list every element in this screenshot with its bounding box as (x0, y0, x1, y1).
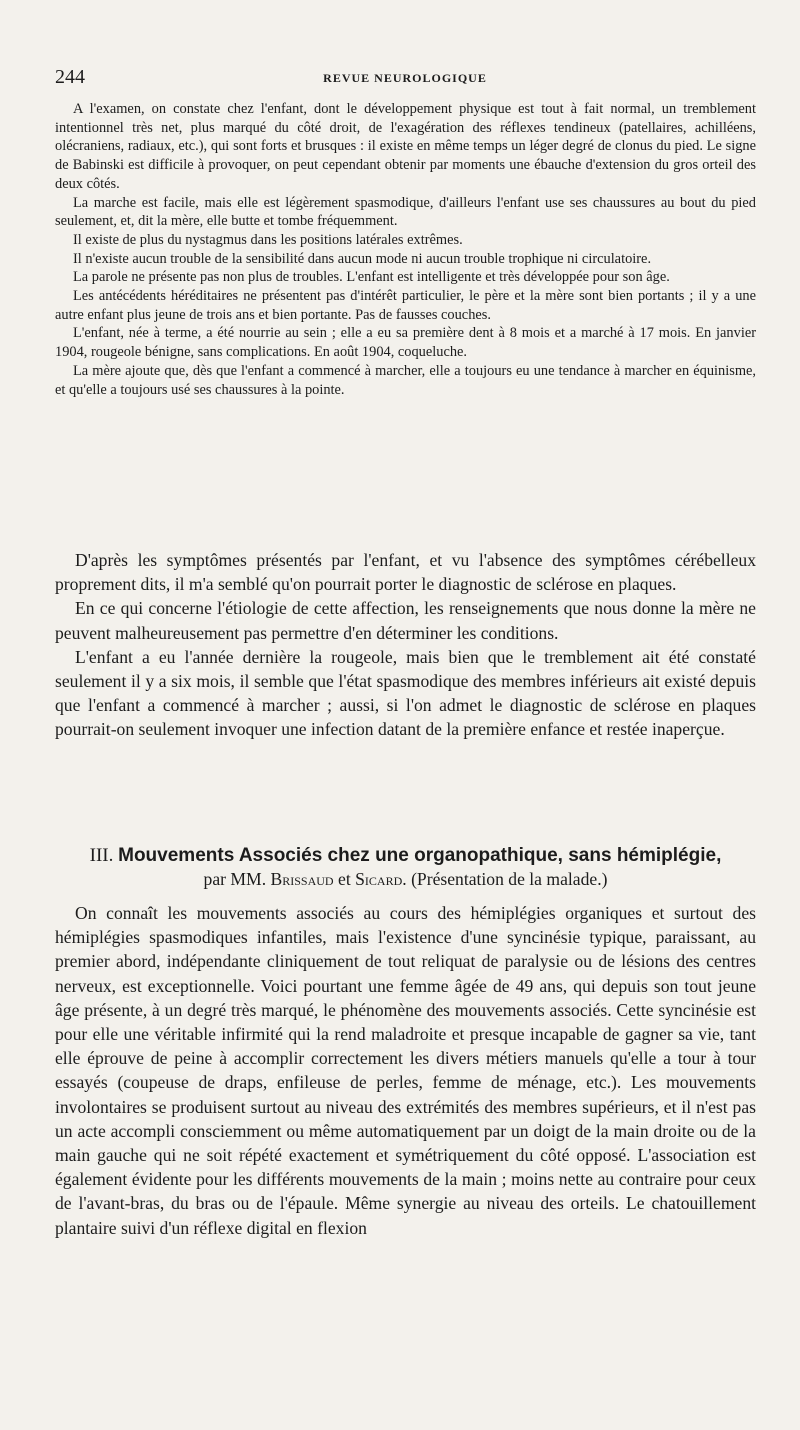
paragraph: D'après les symptômes présentés par l'enfant, et vu l'absence des symptômes cérébelleux proprement dits, il m'a semblé qu'on pourrait porter le diagnostic de sclérose en plaques. (55, 550, 756, 595)
paragraph: L'enfant a eu l'année dernière la rougeole, mais bien que le tremblement ait été constaté seulement il y a six mois, il semble que l'état spasmodique des membres inférieurs ait existé depuis que l'enfant a commencé à marcher ; aussi, si l'on admet le diagnostic de sclérose en plaques pourrait-on seulement invoquer une infection datant de la première enfance et restée inaperçue. (55, 646, 756, 740)
paragraph: L'enfant, née à terme, a été nourrie au sein ; elle a eu sa première dent à 8 mois et a marché à 17 mois. En janvier 1904, rougeole bénigne, sans complications. En août 1904, coqueluche. (55, 325, 756, 361)
section-title: Mouvements Associés chez une organopathique, sans hémiplégie, (118, 845, 722, 866)
paragraph: La marche est facile, mais elle est légèrement spasmodique, d'ailleurs l'enfant use ses chaussures au bout du pied seulement, et, dit la mère, elle butte et tombe fréquemment. (55, 194, 756, 230)
section-number: III. (89, 845, 114, 866)
section-byline (55, 867, 756, 891)
paragraph: En ce qui concerne l'étiologie de cette affection, les renseignements que nous donne la mère ne peuvent malheureusement pas permettre d'en déterminer les conditions. (55, 598, 756, 643)
page-number: 244 (55, 66, 85, 88)
byline-note: (Présentation de la malade.) (411, 869, 608, 889)
author-name: Brissaud (270, 869, 334, 889)
running-title: REVUE NEUROLOGIQUE (323, 71, 487, 85)
section-iii (55, 845, 756, 1240)
byline-and: et (338, 869, 351, 889)
section-body: On connaît les mouvements associés au cours des hémiplégies organiques et surtout des hémiplégies spasmodiques infantiles, mais l'existence d'une syncinésie typique, paraissant, au premier abord, indépendante cliniquement de tout reliquat de paralysie ou de lésions des centres nerveux, est exceptionnelle. Voici pourtant une femme âgée de 49 ans, qui depuis son tout jeune âge présente, à un degré très marqué, le phénomène des mouvements associés. Cette syncinésie est pour elle une véritable infirmité qui la rend maladroite et presque incapable de gagner sa vie, tant elle éprouve de peine à accomplir correctement les divers métiers manuels qu'elle a tour à tour essayés (coupeuse de draps, enfileuse de perles, femme de ménage, etc.). Les mouvements involontaires se produisent surtout au niveau des extrémités des membres supérieurs, et il n'est pas un acte accompli consciemment ou même automatiquement par un doigt de la main droite ou de la main gauche qui ne soit répété exactement et symétriquement du côté opposé. L'association est également évidente pour les différents mouvements de la main ; moins nette au contraire pour ceux de l'avant-bras, du bras ou de l'épaule. Même synergie au niveau des orteils. Le chatouillement plantaire suivi d'un réflexe digital en flexion (55, 903, 756, 1238)
paragraph: La parole ne présente pas non plus de troubles. L'enfant est intelligente et très développée pour son âge. (73, 269, 670, 286)
discussion-block (55, 548, 756, 742)
byline-prefix: par MM. (203, 869, 267, 889)
page-header (55, 66, 755, 90)
paragraph: Il existe de plus du nystagmus dans les positions latérales extrêmes. (73, 231, 463, 248)
paragraph: La mère ajoute que, dès que l'enfant a commencé à marcher, elle a toujours eu une tendance à marcher en équinisme, et qu'elle a toujours usé ses chaussures à la pointe. (55, 362, 756, 398)
paragraph: A l'examen, on constate chez l'enfant, dont le développement physique est tout à fait normal, un tremblement intentionnel très net, plus marqué du côté droit, de l'exagération des réflexes tendineux (patellaires, achilléens, olécraniens, radiaux, etc.), qui sont forts et brusques : il existe en même temps un léger degré de clonus du pied. Le signe de Babinski est difficile à provoquer, on peut cependant obtenir par moments une ébauche d'extension du gros orteil des deux côtés. (55, 101, 756, 192)
paragraph: Les antécédents héréditaires ne présentent pas d'intérêt particulier, le père et la mère sont bien portants ; il y a une autre enfant plus jeune de trois ans et bien portante. Pas de fausses couches. (55, 288, 756, 323)
author-name: Sicard. (355, 869, 407, 889)
paragraph: Il n'existe aucun trouble de la sensibilité dans aucun mode ni aucun trouble trophique ni circulatoire. (73, 250, 652, 267)
case-observation-block (55, 100, 756, 399)
section-heading (55, 845, 756, 867)
